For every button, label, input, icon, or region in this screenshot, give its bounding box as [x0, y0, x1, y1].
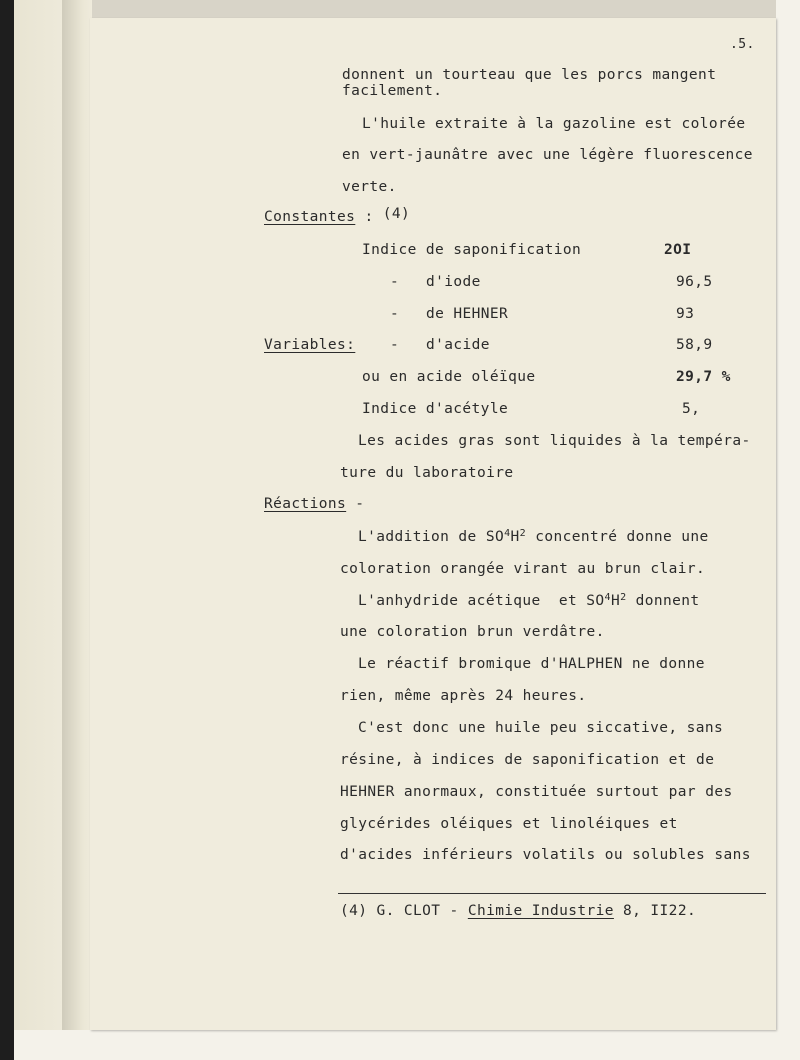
scan-margin-right	[776, 0, 800, 1060]
constantes-heading	[264, 208, 410, 226]
dash: -	[390, 306, 400, 322]
text-segment: concentré donne une	[526, 529, 709, 545]
superscript: 2	[519, 528, 527, 539]
indice-saponification-value: 2OI	[664, 242, 692, 258]
footnote-citation: 8, II22.	[613, 903, 697, 919]
text-line: rien, même après 24 heures.	[340, 688, 587, 704]
indice-iode-value: 96,5	[676, 274, 713, 290]
acide-oleique-value: 29,7 %	[676, 369, 731, 385]
indice-hehner-label: de HEHNER	[426, 306, 509, 322]
text-line: ture du laboratoire	[340, 465, 514, 481]
reactions-label: Réactions	[264, 496, 347, 512]
footnote-journal: Chimie Industrie	[467, 903, 614, 919]
constantes-suffix: :	[355, 209, 383, 225]
footnote-author: (4) G. CLOT -	[340, 903, 468, 919]
dash: -	[390, 274, 400, 290]
acide-oleique-label: ou en acide oléïque	[362, 369, 536, 385]
text-segment: H	[510, 529, 520, 545]
text-line: L'huile extraite à la gazoline est colorée	[362, 116, 746, 132]
text-line: Les acides gras sont liquides à la tempéra-	[358, 433, 751, 449]
indice-acetyle-value: 5,	[682, 401, 701, 417]
text-line	[358, 528, 709, 546]
text-line: d'acides inférieurs volatils ou solubles sans	[340, 847, 751, 863]
text-line: coloration orangée virant au brun clair.	[340, 561, 706, 577]
facing-page-edge	[14, 0, 66, 1060]
text-segment: L'anhydride acétique et SO	[358, 593, 605, 609]
indice-saponification-label: Indice de saponification	[362, 242, 582, 258]
scan-margin-bottom	[14, 1030, 800, 1060]
text-line: donnent un tourteau que les porcs mangent	[342, 67, 717, 83]
text-segment: H	[610, 593, 621, 609]
page-number: .5.	[730, 37, 755, 52]
text-line: verte.	[342, 179, 397, 195]
text-line: facilement.	[342, 83, 443, 99]
superscript: 4	[604, 592, 611, 603]
text-segment: L'addition de SO	[358, 529, 505, 545]
variables-heading: Variables:	[264, 337, 356, 353]
reactions-suffix: -	[346, 496, 365, 512]
footnote-rule	[338, 893, 766, 894]
text-line: HEHNER anormaux, constituée surtout par des	[340, 784, 733, 800]
text-line: Le réactif bromique d'HALPHEN ne donne	[358, 656, 705, 672]
text-segment: donnent	[626, 593, 700, 609]
indice-acetyle-label: Indice d'acétyle	[362, 401, 509, 417]
indice-iode-label: d'iode	[426, 274, 481, 290]
text-line: en vert-jaunâtre avec une légère fluorescence	[342, 147, 753, 163]
book-binding	[0, 0, 14, 1060]
footnote	[340, 902, 696, 920]
text-line	[358, 592, 700, 610]
superscript: 2	[620, 592, 627, 603]
document-page	[90, 18, 776, 1030]
page-gutter	[62, 0, 92, 1060]
footnote-reference: (4)	[382, 206, 411, 222]
constantes-label: Constantes	[264, 209, 356, 225]
text-line: résine, à indices de saponification et de	[340, 752, 715, 768]
reactions-heading	[264, 495, 364, 513]
indice-hehner-value: 93	[676, 306, 695, 322]
text-line: une coloration brun verdâtre.	[340, 624, 605, 640]
indice-acide-value: 58,9	[676, 337, 713, 353]
dash: -	[390, 337, 400, 353]
text-line: C'est donc une huile peu siccative, sans	[358, 720, 724, 736]
text-line: glycérides oléiques et linoléiques et	[340, 816, 678, 832]
superscript: 4	[504, 528, 511, 539]
indice-acide-label: d'acide	[426, 337, 490, 353]
